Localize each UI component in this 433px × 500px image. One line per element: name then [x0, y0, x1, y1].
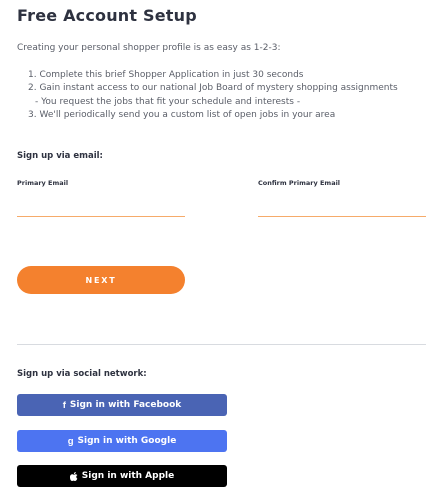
step-2-note: - You request the jobs that fit your schedule and interests - — [35, 96, 301, 107]
apple-signin-button[interactable] — [17, 465, 227, 487]
step-2: 2. Gain instant access to our national Job Board of mystery shopping assignments — [28, 83, 398, 94]
next-button[interactable] — [17, 266, 185, 294]
facebook-signin-button[interactable] — [17, 394, 227, 416]
social-signup-label: Sign up via social network: — [17, 369, 147, 379]
email-signup-label: Sign up via email: — [17, 151, 103, 161]
steps-list — [28, 69, 398, 123]
step-3: 3. We'll periodically send you a custom list of open jobs in your area — [28, 110, 336, 121]
facebook-icon: f — [62, 399, 66, 411]
facebook-signin-label: Sign in with Facebook — [69, 400, 182, 410]
confirm-email-label: Confirm Primary Email — [258, 179, 341, 187]
step-1: 1. Complete this brief Shopper Application in just 30 seconds — [28, 70, 304, 80]
primary-email-field[interactable] — [17, 198, 185, 217]
section-divider — [17, 344, 426, 345]
confirm-email-field[interactable] — [258, 198, 426, 217]
google-signin-button[interactable] — [17, 430, 227, 452]
intro-text: Creating your personal shopper profile is as easy as 1-2-3: — [17, 43, 281, 53]
next-button-label: NEXT — [85, 275, 117, 285]
google-signin-label: Sign in with Google — [77, 436, 177, 446]
page-title: Free Account Setup — [17, 6, 197, 25]
apple-signin-label: Sign in with Apple — [81, 471, 175, 481]
apple-icon — [70, 472, 78, 481]
primary-email-label: Primary Email — [17, 179, 69, 187]
google-icon: g — [67, 435, 74, 447]
